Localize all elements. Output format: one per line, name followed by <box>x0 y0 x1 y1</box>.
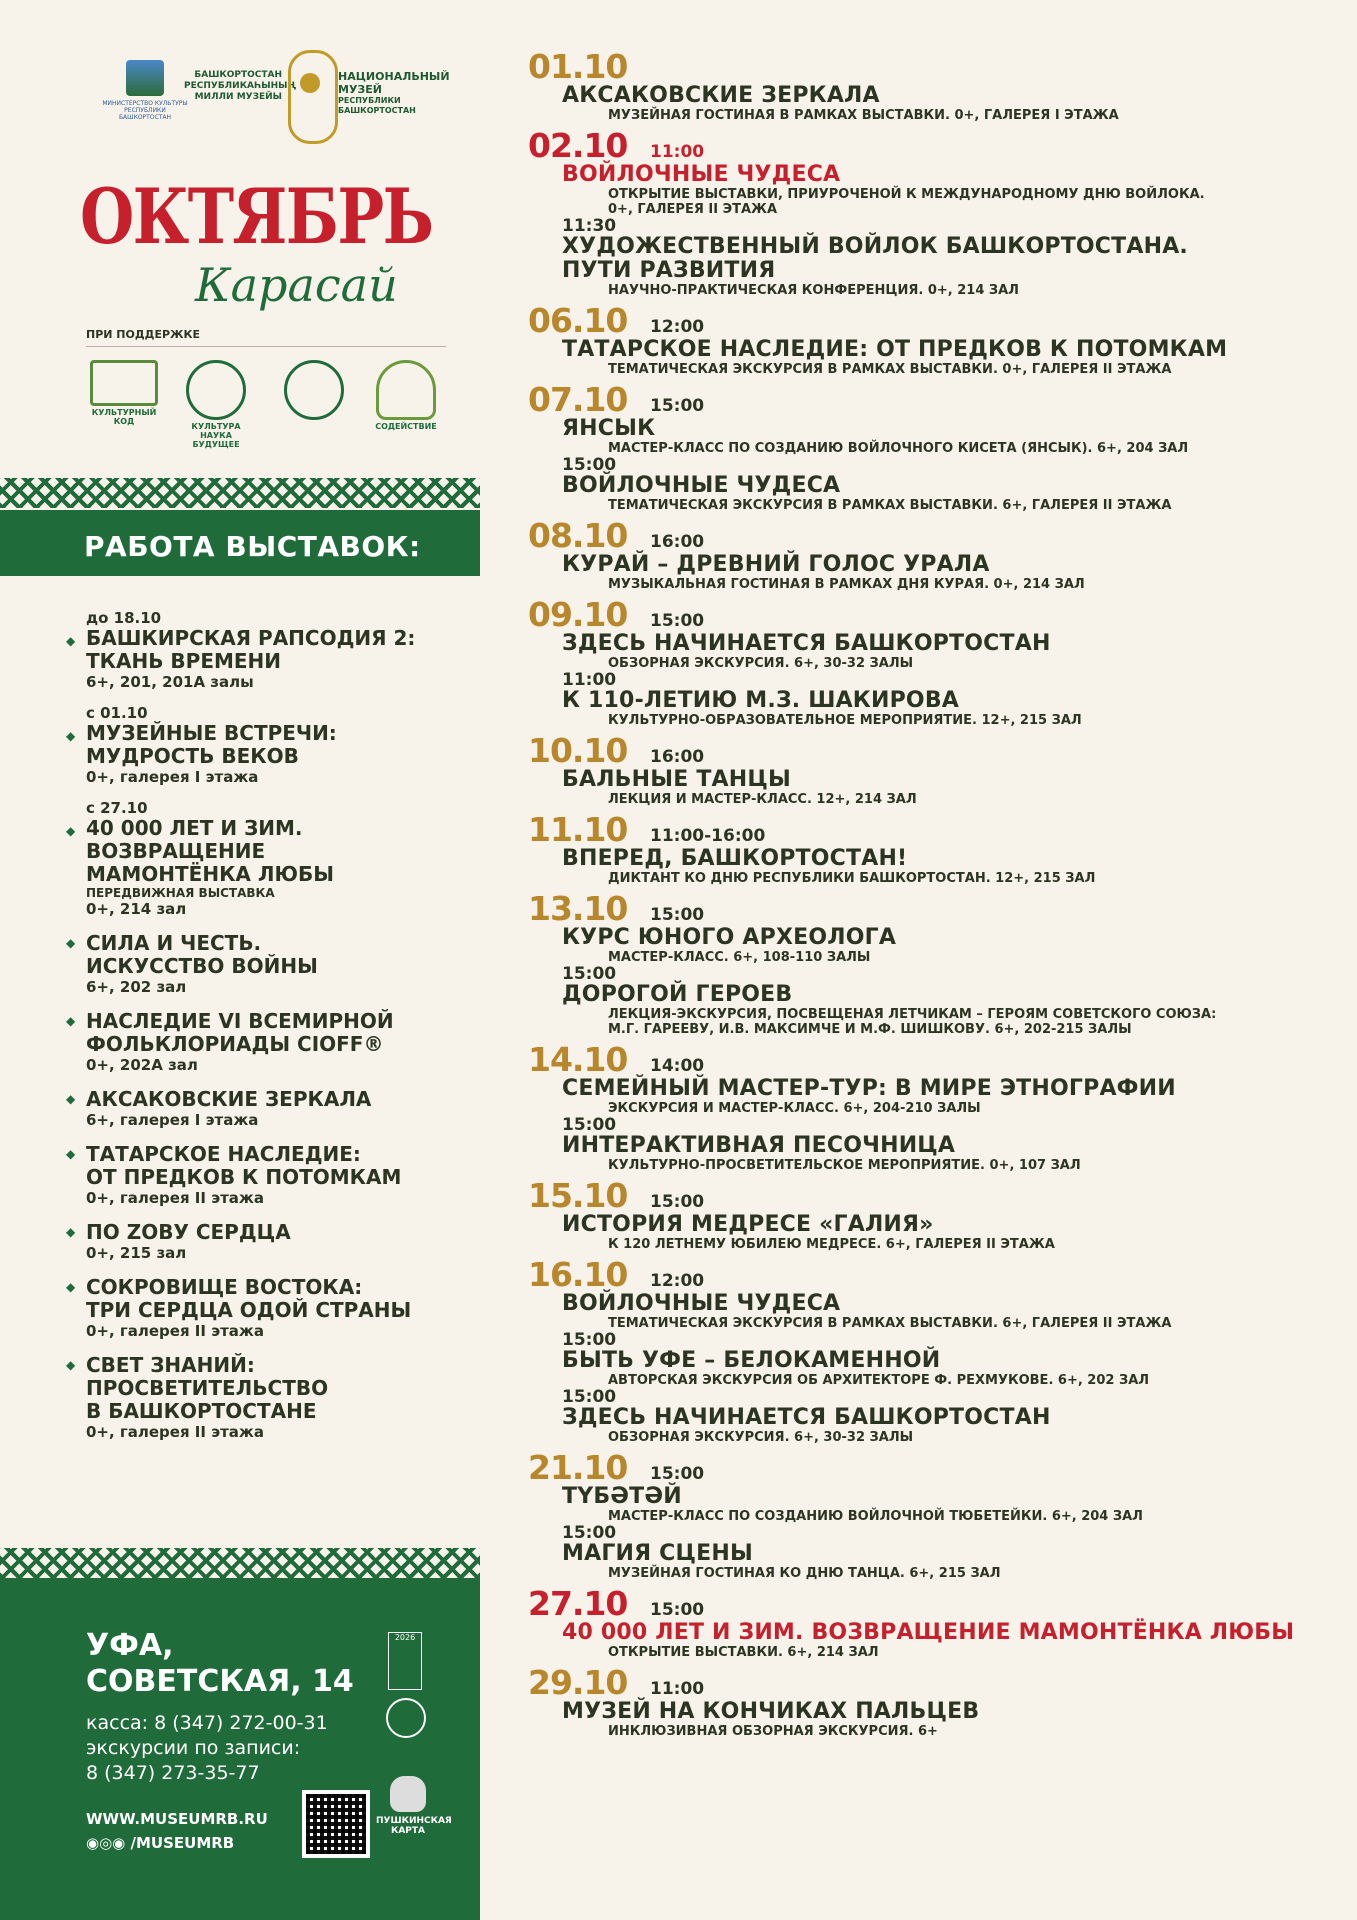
exhibitions-heading: РАБОТА ВЫСТАВОК: <box>84 530 421 563</box>
event-description: АВТОРСКАЯ ЭКСКУРСИЯ ОБ АРХИТЕКТОРЕ Ф. РЕХМУКОВЕ. 6+, 202 ЗАЛ <box>608 1373 1150 1388</box>
day-header <box>528 731 1328 770</box>
event <box>528 1700 1328 1739</box>
day-header <box>528 301 1328 340</box>
event-description: ЭКСКУРСИЯ И МАСТЕР-КЛАСС. 6+, 204-210 ЗАЛЫ <box>608 1101 981 1116</box>
schedule-day <box>528 516 1328 592</box>
exhibition-info: 6+, галерея I этажа <box>86 1111 259 1129</box>
event-time: 16:00 <box>650 747 705 767</box>
schedule-day <box>528 731 1328 807</box>
day-date: 08.10 <box>528 516 628 555</box>
event-description: ОБЗОРНАЯ ЭКСКУРСИЯ. 6+, 30-32 ЗАЛЫ <box>608 1430 914 1445</box>
address <box>86 1628 386 1700</box>
exhibition-info: 6+, 201, 201А залы <box>86 673 254 691</box>
museum-name-main: НАЦИОНАЛЬНЫЙ МУЗЕЙ <box>338 70 450 96</box>
exhibition-date: с 01.10 <box>86 704 148 722</box>
ornament-seal-icon <box>284 360 344 420</box>
schedule-day <box>528 380 1328 513</box>
day-header <box>528 47 1328 86</box>
event <box>528 1388 1328 1445</box>
phones <box>86 1711 328 1786</box>
diamond-bullet-icon: ◆ <box>66 1014 76 1028</box>
day-header <box>528 889 1328 928</box>
support-label: ПРИ ПОДДЕРЖКЕ <box>86 328 201 341</box>
event <box>528 163 1328 217</box>
event-time: 11:00 <box>650 1679 705 1699</box>
event <box>528 456 1328 513</box>
event-description: МАСТЕР-КЛАСС. 6+, 108-110 ЗАЛЫ <box>608 950 871 965</box>
event-description: МУЗЫКАЛЬНАЯ ГОСТИНАЯ В РАМКАХ ДНЯ КУРАЯ. 0+, 214 ЗАЛ <box>608 577 1085 592</box>
exhibition-title: ТАТАРСКОЕ НАСЛЕДИЕ: ОТ ПРЕДКОВ К ПОТОМКАМ <box>86 1142 402 1189</box>
day-header <box>528 1176 1328 1215</box>
contacts-footer <box>0 1578 480 1920</box>
assistance-emblem-icon <box>376 360 436 420</box>
schedule-day <box>528 1584 1328 1660</box>
event <box>528 1331 1328 1388</box>
event <box>528 926 1328 965</box>
event-time: 11:00 <box>650 142 705 162</box>
event <box>528 1524 1328 1581</box>
day-date: 27.10 <box>528 1584 628 1623</box>
event-time: 15:00 <box>562 1523 617 1543</box>
day-header <box>528 1584 1328 1623</box>
left-column <box>0 0 480 1920</box>
website-link[interactable]: WWW.MUSEUMRB.RU <box>86 1810 268 1828</box>
day-header <box>528 1255 1328 1294</box>
event-description: ИНКЛЮЗИВНАЯ ОБЗОРНАЯ ЭКСКУРСИЯ. 6+ <box>608 1724 938 1739</box>
exhibition-title: БАШКИРСКАЯ РАПСОДИЯ 2: ТКАНЬ ВРЕМЕНИ <box>86 626 416 673</box>
event <box>528 671 1328 728</box>
event-title: ИСТОРИЯ МЕДРЕСЕ «ГАЛИЯ» <box>562 1212 934 1237</box>
event <box>528 553 1328 592</box>
exhibition-item <box>60 1088 460 1129</box>
event-time: 14:00 <box>650 1056 705 1076</box>
exhibitions-banner <box>0 510 480 576</box>
event-time: 15:00 <box>562 1330 617 1350</box>
schedule-day <box>528 595 1328 728</box>
exhibition-title: 40 000 ЛЕТ И ЗИМ. ВОЗВРАЩЕНИЕ МАМОНТЁНКА ЛЮБЫ <box>86 816 334 886</box>
pushkin-card-text: ПУШКИНСКАЯ КАРТА <box>376 1816 452 1836</box>
schedule-day <box>528 301 1328 377</box>
qr-code-icon <box>306 1794 366 1854</box>
day-date: 09.10 <box>528 595 628 634</box>
event <box>528 217 1328 298</box>
event <box>528 632 1328 671</box>
vk-ok-telegram-icons[interactable]: ◉◎◉ <box>86 1834 126 1852</box>
day-header <box>528 516 1328 555</box>
exhibition-info: 0+, 202А зал <box>86 1056 198 1074</box>
day-date: 11.10 <box>528 810 628 849</box>
schedule-day <box>528 1040 1328 1173</box>
partner-logo-ornament <box>274 360 354 430</box>
diamond-bullet-icon: ◆ <box>66 1280 76 1294</box>
address-city: УФА, <box>86 1628 174 1663</box>
logo-row <box>80 50 460 150</box>
exhibition-title: СИЛА И ЧЕСТЬ. ИСКУССТВО ВОЙНЫ <box>86 931 318 978</box>
event-time: 12:00 <box>650 1271 705 1291</box>
event-title: КУРАЙ – ДРЕВНИЙ ГОЛОС УРАЛА <box>562 552 990 577</box>
schedule-day <box>528 810 1328 886</box>
event <box>528 84 1328 123</box>
exhibition-title: ПО ZOВУ СЕРДЦА <box>86 1220 291 1244</box>
exhibition-date: с 27.10 <box>86 799 148 817</box>
event-title: ВОЙЛОЧНЫЕ ЧУДЕСА <box>562 1291 841 1316</box>
event <box>528 338 1328 377</box>
diamond-bullet-icon: ◆ <box>66 634 76 648</box>
diamond-bullet-icon: ◆ <box>66 729 76 743</box>
diamond-bullet-icon: ◆ <box>66 936 76 950</box>
event-description: ОБЗОРНАЯ ЭКСКУРСИЯ. 6+, 30-32 ЗАЛЫ <box>608 656 914 671</box>
schedule-day <box>528 126 1328 298</box>
exhibition-item <box>60 800 460 918</box>
event <box>528 1077 1328 1116</box>
exhibition-info: 0+, 215 зал <box>86 1244 187 1262</box>
event-time: 15:00 <box>650 905 705 925</box>
exhibition-title: МУЗЕЙНЫЕ ВСТРЕЧИ: МУДРОСТЬ ВЕКОВ <box>86 721 337 768</box>
exhibition-item <box>60 1143 460 1207</box>
event-title: МАГИЯ СЦЕНЫ <box>562 1541 753 1566</box>
exhibition-info: 0+, галерея I этажа <box>86 768 259 786</box>
museum-name-russian <box>338 70 468 116</box>
exhibition-info: 0+, галерея II этажа <box>86 1423 264 1441</box>
schedule-day <box>528 47 1328 123</box>
box-office-phone[interactable]: касса: 8 (347) 272-00-31 <box>86 1712 328 1734</box>
ministry-emblem-icon <box>126 60 164 96</box>
event-title: ВОЙЛОЧНЫЕ ЧУДЕСА <box>562 473 841 498</box>
day-date: 13.10 <box>528 889 628 928</box>
event-title: СЕМЕЙНЫЙ МАСТЕР-ТУР: В МИРЕ ЭТНОГРАФИИ <box>562 1076 1176 1101</box>
exhibition-item <box>60 932 460 996</box>
event-time: 12:00 <box>650 317 705 337</box>
museum-name-bashkir: БАШКОРТОСТАН РЕСПУБЛИКАҺЫНЫҢ МИЛЛИ МУЗЕЙЫ <box>184 70 297 102</box>
day-date: 29.10 <box>528 1663 628 1702</box>
event-description: МУЗЕЙНАЯ ГОСТИНАЯ КО ДНЮ ТАНЦА. 6+, 215 ЗАЛ <box>608 1566 1001 1581</box>
event-title: БЫТЬ УФЕ – БЕЛОКАМЕННОЙ <box>562 1348 941 1373</box>
event-description: МАСТЕР-КЛАСС ПО СОЗДАНИЮ ВОЙЛОЧНОЙ ТЮБЕТЕЙКИ. 6+, 204 ЗАЛ <box>608 1509 1143 1524</box>
day-header <box>528 1448 1328 1487</box>
event <box>528 1292 1328 1331</box>
event-title: ЯНСЫК <box>562 416 656 441</box>
event-description: НАУЧНО-ПРАКТИЧЕСКАЯ КОНФЕРЕНЦИЯ. 0+, 214 ЗАЛ <box>608 283 1019 298</box>
partner-logo-assistance: СОДЕЙСТВИЕ <box>366 360 446 430</box>
exhibition-item <box>60 610 460 691</box>
event-time: 15:00 <box>562 964 617 984</box>
event-time: 15:00 <box>650 1464 705 1484</box>
exhibition-item <box>60 1354 460 1441</box>
pushkin-card-logo <box>376 1776 452 1836</box>
exhibition-info: 6+, 202 зал <box>86 978 187 996</box>
partner-logo-cultural-code: КУЛЬТУРНЫЙ КОД <box>84 360 164 430</box>
event-description: ОТКРЫТИЕ ВЫСТАВКИ. 6+, 214 ЗАЛ <box>608 1645 879 1660</box>
exhibition-date: до 18.10 <box>86 609 162 627</box>
exhibition-item <box>60 1010 460 1074</box>
ministry-logo <box>100 60 190 121</box>
day-date: 16.10 <box>528 1255 628 1294</box>
exhibition-note: ПЕРЕДВИЖНАЯ ВЫСТАВКА <box>86 886 275 900</box>
event-title: ВОЙЛОЧНЫЕ ЧУДЕСА <box>562 162 841 187</box>
day-header <box>528 380 1328 419</box>
divider <box>86 346 446 347</box>
day-header <box>528 1663 1328 1702</box>
event-title: ХУДОЖЕСТВЕННЫЙ ВОЙЛОК БАШКОРТОСТАНА. ПУТИ РАЗВИТИЯ <box>562 234 1188 283</box>
day-header <box>528 126 1328 165</box>
event-time: 15:00 <box>562 1115 617 1135</box>
cultural-code-icon <box>90 360 158 406</box>
event-description: КУЛЬТУРНО-ОБРАЗОВАТЕЛЬНОЕ МЕРОПРИЯТИЕ. 12+, 215 ЗАЛ <box>608 713 1082 728</box>
event-description: ДИКТАНТ КО ДНЮ РЕСПУБЛИКИ БАШКОРТОСТАН. 12+, 215 ЗАЛ <box>608 871 1096 886</box>
event <box>528 768 1328 807</box>
day-date: 15.10 <box>528 1176 628 1215</box>
excursions-phone[interactable]: 8 (347) 273-35-77 <box>86 1762 260 1784</box>
exhibition-title: СОКРОВИЩЕ ВОСТОКА: ТРИ СЕРДЦА ОДОЙ СТРАНЫ <box>86 1275 412 1322</box>
event-title: ТАТАРСКОЕ НАСЛЕДИЕ: ОТ ПРЕДКОВ К ПОТОМКАМ <box>562 337 1228 362</box>
museum-emblem-icon <box>288 50 338 144</box>
event-description: ОТКРЫТИЕ ВЫСТАВКИ, ПРИУРОЧЕНОЙ К МЕЖДУНАРОДНОМУ ДНЮ ВОЙЛОКА. 0+, ГАЛЕРЕЯ II ЭТАЖА <box>608 187 1205 217</box>
exhibition-title: НАСЛЕДИЕ VI ВСЕМИРНОЙ ФОЛЬКЛОРИАДЫ CIOFF® <box>86 1009 394 1056</box>
pushkin-portrait-icon <box>390 1776 426 1812</box>
event-time: 11:00-16:00 <box>650 826 766 846</box>
diamond-bullet-icon: ◆ <box>66 1147 76 1161</box>
schedule-day <box>528 1176 1328 1252</box>
event-time: 16:00 <box>650 532 705 552</box>
event-description: К 120 ЛЕТНЕМУ ЮБИЛЕЮ МЕДРЕСЕ. 6+, ГАЛЕРЕЯ II ЭТАЖА <box>608 1237 1055 1252</box>
event-description: ТЕМАТИЧЕСКАЯ ЭКСКУРСИЯ В РАМКАХ ВЫСТАВКИ. 0+, ГАЛЕРЕЯ II ЭТАЖА <box>608 362 1172 377</box>
event-time: 11:30 <box>562 216 617 236</box>
round-emblem-icon <box>386 1698 426 1738</box>
event-title: ЗДЕСЬ НАЧИНАЕТСЯ БАШКОРТОСТАН <box>562 1405 1051 1430</box>
event-title: КУРС ЮНОГО АРХЕОЛОГА <box>562 925 897 950</box>
event-time: 15:00 <box>650 396 705 416</box>
ornament-border <box>0 478 480 508</box>
event-time: 15:00 <box>562 455 617 475</box>
event-title: АКСАКОВСКИЕ ЗЕРКАЛА <box>562 83 880 108</box>
museum-name-sub: РЕСПУБЛИКИ БАШКОРТОСТАН <box>338 96 416 115</box>
diamond-bullet-icon: ◆ <box>66 1225 76 1239</box>
event-title: ИНТЕРАКТИВНАЯ ПЕСОЧНИЦА <box>562 1133 956 1158</box>
diamond-bullet-icon: ◆ <box>66 824 76 838</box>
event-time: 11:00 <box>562 670 617 690</box>
exhibition-info: 0+, галерея II этажа <box>86 1322 264 1340</box>
event-title: ДОРОГОЙ ГЕРОЕВ <box>562 982 793 1007</box>
day-date: 07.10 <box>528 380 628 419</box>
event <box>528 1213 1328 1252</box>
event-title: ТҮБӘТӘЙ <box>562 1484 682 1509</box>
qr-code[interactable] <box>302 1790 370 1858</box>
schedule-day <box>528 1448 1328 1581</box>
day-header <box>528 810 1328 849</box>
event-description: МУЗЕЙНАЯ ГОСТИНАЯ В РАМКАХ ВЫСТАВКИ. 0+, ГАЛЕРЕЯ I ЭТАЖА <box>608 108 1119 123</box>
day-date: 10.10 <box>528 731 628 770</box>
event-description: КУЛЬТУРНО-ПРОСВЕТИТЕЛЬСКОЕ МЕРОПРИЯТИЕ. 0+, 107 ЗАЛ <box>608 1158 1081 1173</box>
day-header <box>528 1040 1328 1079</box>
event-description: ЛЕКЦИЯ И МАСТЕР-КЛАСС. 12+, 214 ЗАЛ <box>608 792 917 807</box>
event-title: БАЛЬНЫЕ ТАНЦЫ <box>562 767 791 792</box>
day-date: 21.10 <box>528 1448 628 1487</box>
social-handle[interactable]: /MUSEUMRB <box>130 1834 235 1852</box>
event <box>528 1485 1328 1524</box>
diamond-bullet-icon: ◆ <box>66 1358 76 1372</box>
day-date: 01.10 <box>528 47 628 86</box>
day-date: 14.10 <box>528 1040 628 1079</box>
event-title: ЗДЕСЬ НАЧИНАЕТСЯ БАШКОРТОСТАН <box>562 631 1051 656</box>
event-description: МАСТЕР-КЛАСС ПО СОЗДАНИЮ ВОЙЛОЧНОГО КИСЕТА (ЯНСЫК). 6+, 204 ЗАЛ <box>608 441 1189 456</box>
schedule-day <box>528 1255 1328 1445</box>
event-description: ТЕМАТИЧЕСКАЯ ЭКСКУРСИЯ В РАМКАХ ВЫСТАВКИ. 6+, ГАЛЕРЕЯ II ЭТАЖА <box>608 1316 1172 1331</box>
event <box>528 1621 1328 1660</box>
day-header <box>528 595 1328 634</box>
day-date: 02.10 <box>528 126 628 165</box>
schedule-day <box>528 1663 1328 1739</box>
schedule-column <box>528 47 1328 1745</box>
event <box>528 847 1328 886</box>
diamond-bullet-icon: ◆ <box>66 1092 76 1106</box>
exhibition-info: 0+, галерея II этажа <box>86 1189 264 1207</box>
address-street: СОВЕТСКАЯ, 14 <box>86 1664 354 1699</box>
event <box>528 1116 1328 1173</box>
event-title: МУЗЕЙ НА КОНЧИКАХ ПАЛЬЦЕВ <box>562 1699 980 1724</box>
event-title: ВПЕРЕД, БАШКОРТОСТАН! <box>562 846 908 871</box>
event-time: 15:00 <box>650 1192 705 1212</box>
exhibition-info: 0+, 214 зал <box>86 900 187 918</box>
ministry-text: МИНИСТЕРСТВО КУЛЬТУРЫ РЕСПУБЛИКИ БАШКОРТОСТАН <box>102 100 188 121</box>
event-title: К 110-ЛЕТИЮ М.З. ШАКИРОВА <box>562 688 960 713</box>
year-badge <box>388 1632 422 1690</box>
exhibition-item <box>60 705 460 786</box>
year-badge-text: 2026 <box>394 1633 416 1642</box>
event-time: 15:00 <box>562 1387 617 1407</box>
event-description: ЛЕКЦИЯ-ЭКСКУРСИЯ, ПОСВЕЩЕНАЯ ЛЕТЧИКАМ – ГЕРОЯМ СОВЕТСКОГО СОЮЗА: М.Г. ГАРЕЕВУ, И.В. МАКСИМЧЕ И М.Ф. ШИШКОВУ. 6+, 202-215 ЗАЛЫ <box>608 1007 1217 1037</box>
event <box>528 417 1328 456</box>
exhibition-item <box>60 1221 460 1262</box>
exhibition-title: АКСАКОВСКИЕ ЗЕРКАЛА <box>86 1087 372 1111</box>
ornament-border <box>0 1548 480 1578</box>
exhibition-item <box>60 1276 460 1340</box>
event-time: 15:00 <box>650 1600 705 1620</box>
exhibition-title: СВЕТ ЗНАНИЙ: ПРОСВЕТИТЕЛЬСТВО В БАШКОРТОСТАНЕ <box>86 1353 329 1423</box>
event-title: 40 000 ЛЕТ И ЗИМ. ВОЗВРАЩЕНИЕ МАМОНТЁНКА ЛЮБЫ <box>562 1620 1295 1645</box>
month-title: ОКТЯБРЬ <box>80 172 433 261</box>
culture-science-icon <box>186 360 246 420</box>
month-title-bashkir: Карасай <box>195 258 398 312</box>
excursions-label: экскурсии по записи: <box>86 1737 301 1759</box>
social-links[interactable] <box>86 1834 234 1852</box>
partner-logo-culture-science: КУЛЬТУРА НАУКА БУДУЩЕЕ <box>176 360 256 430</box>
event <box>528 965 1328 1037</box>
event-time: 15:00 <box>650 611 705 631</box>
event-description: ТЕМАТИЧЕСКАЯ ЭКСКУРСИЯ В РАМКАХ ВЫСТАВКИ. 6+, ГАЛЕРЕЯ II ЭТАЖА <box>608 498 1172 513</box>
exhibitions-list <box>60 610 460 1455</box>
schedule-day <box>528 889 1328 1037</box>
day-date: 06.10 <box>528 301 628 340</box>
